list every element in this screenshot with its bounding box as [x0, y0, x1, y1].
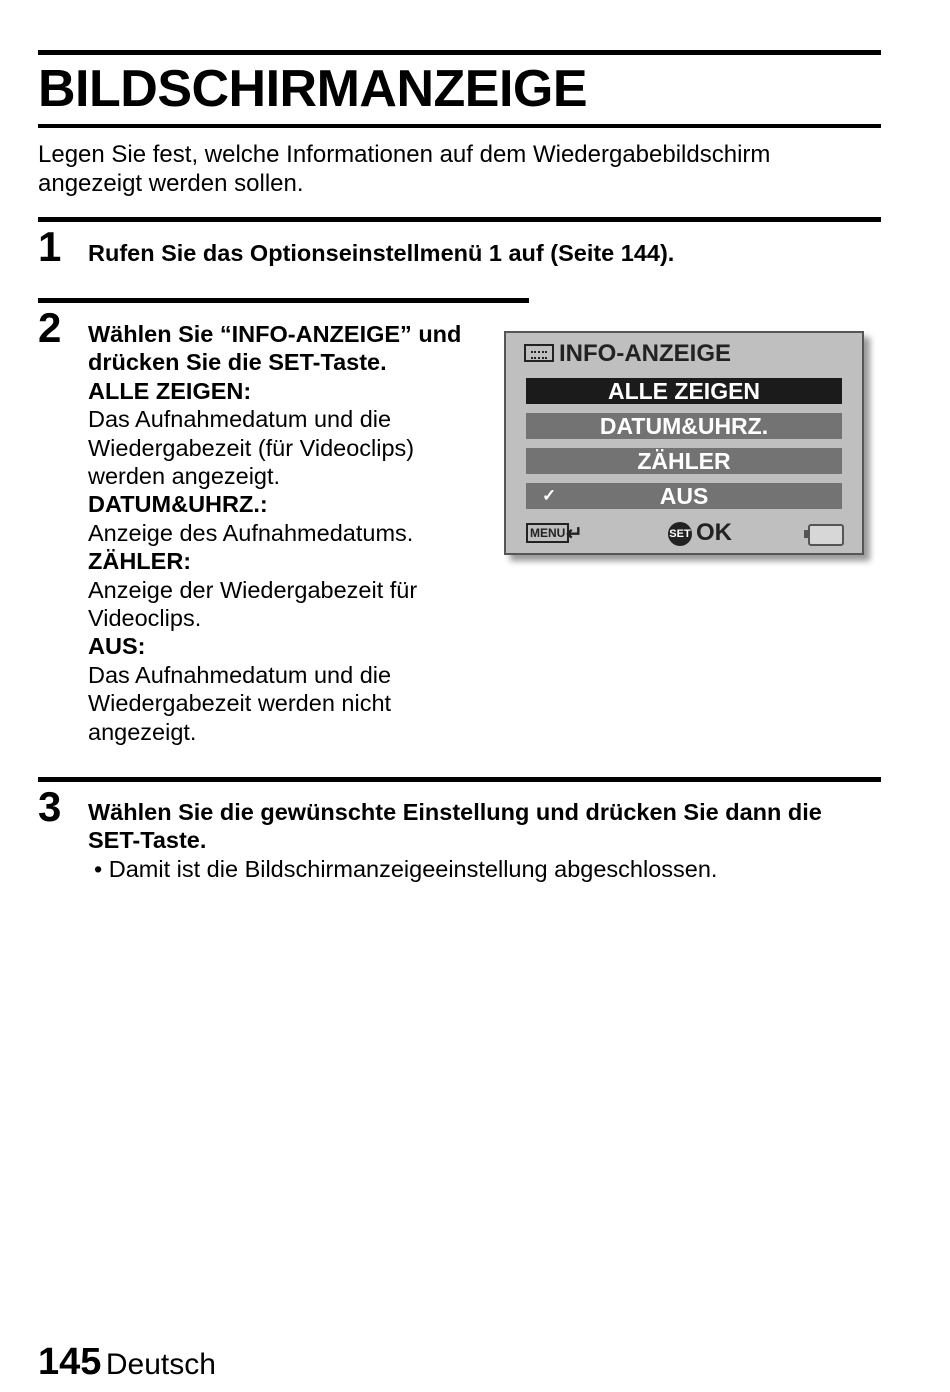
option-label-alle-zeigen: ALLE ZEIGEN: — [88, 377, 252, 404]
intro-line-1: Legen Sie fest, welche Informationen auf dem Wiedergabebildschirm — [38, 141, 771, 168]
menu-item-label: ALLE ZEIGEN — [607, 378, 761, 404]
option-label-aus: AUS: — [88, 633, 146, 660]
page-title: BILDSCHIRMANZEIGE — [38, 60, 588, 118]
info-display-icon — [524, 344, 554, 362]
option-desc-line: angezeigt. — [88, 718, 197, 745]
option-desc-line: Anzeige der Wiedergabezeit für — [88, 576, 418, 603]
camera-menu-title: INFO-ANZEIGE — [559, 340, 731, 367]
menu-item-label: ZÄHLER — [637, 448, 731, 474]
step2-rule — [38, 298, 529, 303]
language-label: Deutsch — [105, 1348, 216, 1381]
page-footer — [38, 1340, 216, 1392]
option-label-zaehler: ZÄHLER: — [88, 548, 192, 575]
step-2-number: 2 — [38, 304, 62, 351]
page-number: 145 — [38, 1341, 102, 1383]
menu-button-icon: MENU — [526, 523, 569, 543]
intro-line-2: angezeigt werden sollen. — [38, 170, 304, 197]
step-1-number: 1 — [38, 223, 62, 270]
battery-icon — [808, 524, 844, 546]
option-desc-line: Videoclips. — [88, 605, 202, 632]
menu-item-zaehler[interactable] — [526, 448, 842, 474]
step-2-text — [88, 320, 488, 746]
option-desc-line: werden angezeigt. — [88, 463, 281, 490]
camera-menu-header — [524, 339, 731, 369]
menu-item-datum-uhrz[interactable] — [526, 413, 842, 439]
step-1-instruction: Rufen Sie das Optionseinstellmenü 1 auf (Seite 144). — [88, 240, 675, 266]
option-desc-line: Anzeige des Aufnahmedatums. — [88, 519, 414, 546]
top-rule — [38, 50, 881, 55]
step-2-heading-1: Wählen Sie “INFO-ANZEIGE” und — [88, 321, 462, 347]
step-3-heading-1: Wählen Sie die gewünschte Einstellung und drücken Sie dann die — [88, 799, 822, 825]
step1-rule — [38, 217, 881, 222]
step3-rule — [38, 777, 881, 782]
ok-label: OK — [696, 519, 732, 546]
camera-menu-screen — [504, 331, 864, 555]
checkmark-icon: ✓ — [542, 486, 557, 505]
step-3-text — [88, 798, 888, 883]
menu-item-aus[interactable] — [526, 483, 842, 509]
menu-item-label: AUS — [659, 483, 709, 509]
step-3-bullet: • Damit ist die Bildschirmanzeigeeinstellung abgeschlossen. — [94, 855, 718, 882]
set-button-icon: SET — [668, 522, 692, 546]
title-rule — [38, 124, 881, 128]
back-arrow-icon: ↵ — [566, 523, 583, 545]
option-desc-line: Wiedergabezeit werden nicht — [88, 690, 392, 717]
intro-text — [38, 140, 898, 198]
camera-menu-footer — [526, 521, 846, 549]
menu-item-label: DATUM&UHRZ. — [599, 413, 769, 439]
step-3-number: 3 — [38, 783, 62, 830]
option-desc-line: Wiedergabezeit (für Videoclips) — [88, 434, 415, 461]
option-desc-line: Das Aufnahmedatum und die — [88, 406, 392, 433]
menu-item-alle-zeigen[interactable] — [526, 378, 842, 404]
option-label-datum: DATUM&UHRZ.: — [88, 491, 268, 518]
step-1-text — [88, 239, 674, 267]
option-desc-line: Das Aufnahmedatum und die — [88, 661, 392, 688]
step-2-heading-2: drücken Sie die SET-Taste. — [88, 349, 387, 376]
step-3-heading-2: SET-Taste. — [88, 827, 207, 854]
